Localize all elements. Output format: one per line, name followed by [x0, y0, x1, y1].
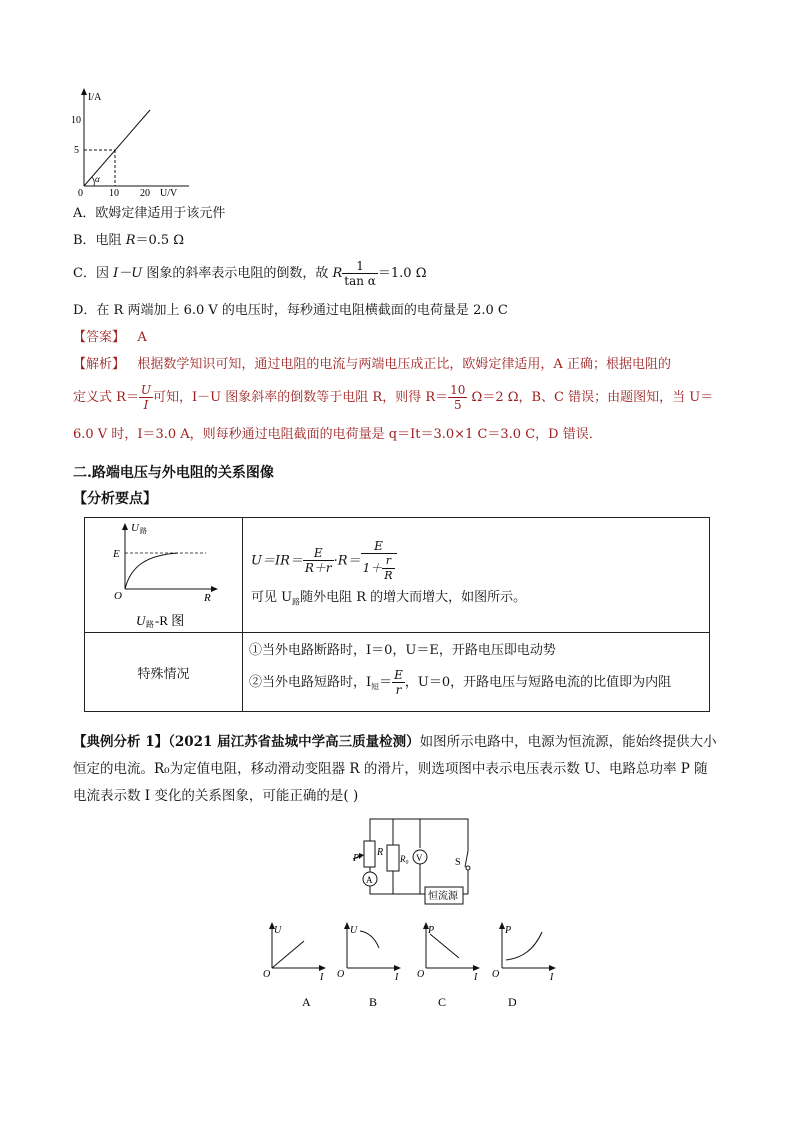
svg-text:P: P [505, 925, 512, 936]
circuit-diagram [345, 815, 475, 910]
graph-caption-b: -R 图 [155, 613, 185, 628]
analysis-fraction-10-5: $\frac{10}{5}$ [450, 383, 466, 412]
option-c-value: ＝1.0 Ω [377, 266, 427, 281]
option-label-a: A [302, 995, 311, 1009]
table-row [85, 633, 710, 712]
y-tick-10: 10 [71, 115, 81, 126]
y-axis-label: I/A [88, 92, 102, 103]
option-b-prefix: B．电阻 [73, 233, 126, 248]
graph-caption-a: U [136, 613, 146, 628]
graph-caption-sub: 路 [146, 620, 154, 629]
analysis-line-1: 【解析】 根据数学知识可知，通过电阻的电流与两端电压成正比，欧姆定律适用，A 正确；根据电阻的 [73, 357, 671, 372]
section-title: 二.路端电压与外电阻的关系图像 [73, 465, 274, 481]
ammeter-label: A [366, 875, 373, 885]
svg-text:U: U [274, 925, 282, 936]
option-d: D．在 R 两端加上 6.0 V 的电压时，每秒通过电阻横截面的电荷量是 2.0 C [73, 303, 508, 318]
example-label: 【典例分析 1】 [73, 734, 169, 750]
option-graph-b [335, 916, 410, 1011]
section-subtitle: 【分析要点】 [73, 491, 157, 507]
analysis-line-3: 6.0 V 时，I＝3.0 A，则每秒通过电阻截面的电荷量是 q＝It＝3.0×1 C＝3.0 C，D 错误． [73, 427, 602, 442]
x-tick-10: 10 [109, 188, 119, 196]
u-r-graph [86, 519, 240, 631]
graph-x-label: R [204, 592, 211, 604]
answer-label: 【答案】 [73, 330, 126, 345]
option-c-mid: 图象的斜率表示电阻的倒数，故 [146, 266, 333, 281]
option-graph-d [490, 916, 565, 1011]
example-source: （2021 届江苏省盐城中学高三质量检测） [168, 734, 420, 750]
svg-text:U: U [350, 925, 358, 936]
switch-label: S [455, 857, 461, 868]
special-case-1: ①当外电路断路时，I＝0，U＝E，开路电压即电动势 [249, 643, 556, 659]
option-graph-a [258, 916, 333, 1011]
analysis-line-2: 定义式 R＝ $\frac{U}{I}$ 可知，I－U 图象斜率的倒数等于电阻 R，则得 R＝ $\frac{10}{5}$ Ω＝2 Ω，B、C 错误；由题图知，当 U＝ [73, 383, 714, 412]
graph-origin: O [114, 590, 122, 602]
graph-cell [85, 518, 243, 633]
formula-frac-2: E 1＋ $\frac{r}{R}$ [361, 539, 397, 583]
svg-text:O: O [417, 969, 425, 980]
svg-text:I: I [474, 972, 478, 983]
option-label-b: B [369, 995, 378, 1009]
option-c-fraction: $\frac{1}{\text{tan α}}$ [344, 259, 376, 288]
voltmeter-label: V [416, 853, 423, 863]
formula-frac-1: $\frac{E}{R+r}$ [304, 546, 332, 576]
analysis-table [84, 517, 710, 712]
analysis-fraction-ui: $\frac{U}{I}$ [140, 383, 152, 412]
svg-text:I: I [550, 972, 554, 983]
source-label: 恒流源 [428, 891, 458, 902]
x-tick-0: 0 [78, 188, 83, 196]
svg-text:O: O [337, 969, 345, 980]
option-b-var: R [125, 233, 136, 248]
graph-y-label: U [131, 522, 139, 534]
special-cell [243, 633, 710, 712]
graph-e-label: E [113, 548, 120, 560]
slider-label: P [353, 853, 360, 864]
answer-value: A [137, 330, 147, 345]
iu-graph [64, 86, 194, 196]
special-label: 特殊情况 [85, 633, 243, 712]
option-a: A．欧姆定律适用于该元件 [73, 206, 226, 221]
formula-line: U＝IR＝ $\frac{E}{R+r}$ ·R＝ E 1＋ $\frac{r}{R}$ [251, 539, 701, 583]
svg-text:O: O [492, 969, 500, 980]
example-line-3: 电流表示数 I 变化的关系图象，可能正确的是( ) [73, 788, 359, 804]
option-label-c: C [438, 995, 447, 1009]
svg-text:P: P [428, 925, 435, 936]
angle-label: α [95, 174, 100, 184]
example-line-2: 恒定的电流。R₀为定值电阻，移动滑动变阻器 R 的滑片，则选项图中表示电压表示数 U、电路总功率 P 随 [73, 761, 708, 777]
svg-text:O: O [263, 969, 271, 980]
resistor-label: R₀ [400, 854, 409, 864]
answer [73, 329, 147, 347]
option-c-prefix: C．因 [73, 266, 114, 281]
graph-y-sub: 路 [140, 527, 147, 535]
option-graph-c [412, 916, 487, 1011]
formula-note: 可见 $U_路$随外电阻 R 的增大而增大，如图所示。 [251, 589, 527, 607]
special-case-2: ②当外电路短路时，$I_短=$ $\frac{E}{r}$ ，U＝0，开路电压与短路电流的比值即为内阻 [249, 668, 672, 698]
option-c: C．因 I－U 图象的斜率表示电阻的倒数，故 R $\frac{1}{\text{tan α}}$ ＝1.0 Ω [73, 259, 427, 288]
x-tick-20: 20 [140, 188, 150, 196]
svg-text:I: I [395, 972, 399, 983]
rheostat-label: R [377, 847, 384, 858]
option-label-d: D [508, 995, 517, 1009]
table-row [85, 518, 710, 633]
analysis-label: 【解析】 [73, 357, 126, 372]
y-tick-5: 5 [74, 145, 79, 156]
option-b-value: ＝0.5 Ω [135, 233, 185, 248]
svg-text:I: I [320, 972, 324, 983]
x-axis-label: U/V [160, 188, 178, 196]
option-b [73, 232, 184, 250]
example-line-1: 【典例分析 1】（2021 届江苏省盐城中学高三质量检测）如图所示电路中，电源为恒流源，能始终提供大小 [73, 734, 717, 750]
formula-cell [243, 518, 710, 633]
